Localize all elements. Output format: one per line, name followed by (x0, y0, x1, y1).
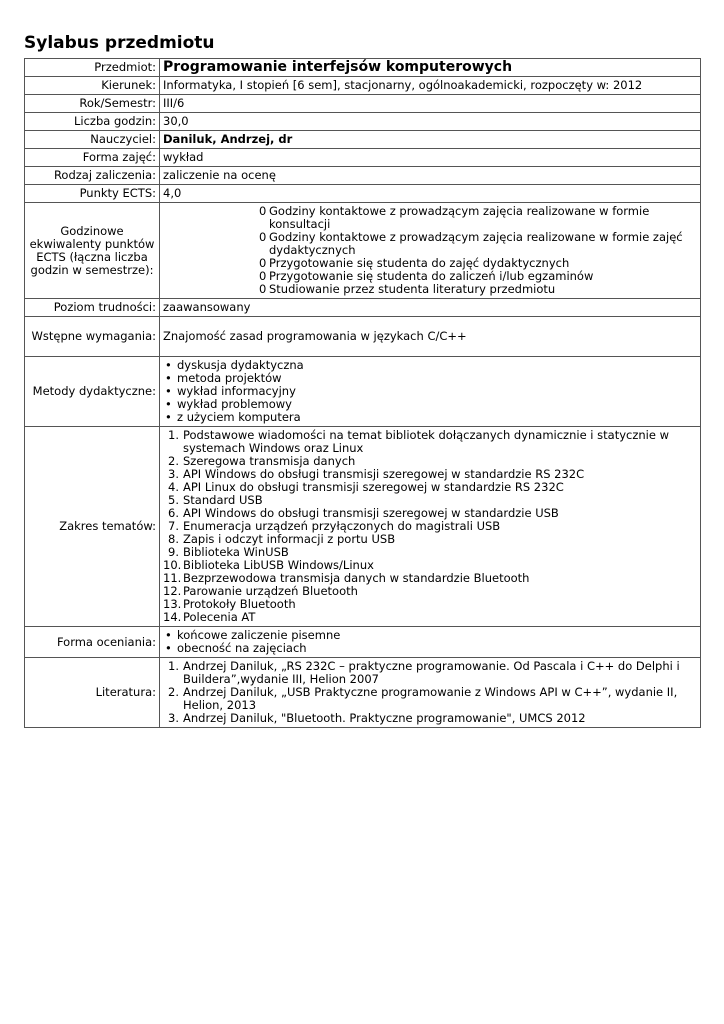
value-literature (160, 658, 701, 728)
value-ects: 4,0 (160, 185, 701, 203)
literature-item-number: 1. (168, 659, 179, 673)
ects-item-hours: 0 (259, 269, 267, 283)
value-form: wykład (160, 149, 701, 167)
subject-name: Programowanie interfejsów komputerowych (163, 59, 513, 75)
topic-item (163, 611, 697, 624)
ects-item-text: Studiowanie przez studenta literatury przedmiotu (269, 282, 556, 296)
topic-item-number: 10. (163, 558, 182, 572)
value-topics (160, 427, 701, 627)
ects-item (259, 231, 697, 257)
label-year: Rok/Semestr: (25, 95, 160, 113)
topic-item-number: 4. (168, 480, 179, 494)
literature-item-number: 3. (168, 711, 179, 725)
row-field (25, 77, 701, 95)
topic-item-text: Podstawowe wiadomości na temat bibliotek dołączanych dynamicznie i statycznie w systemach Windows oraz Linux (183, 428, 670, 455)
method-item: • dyskusja dydaktyczna (163, 359, 697, 372)
row-literature (25, 658, 701, 728)
ects-item-text: Przygotowanie się studenta do zajęć dydaktycznych (269, 256, 570, 270)
topic-item-number: 3. (168, 467, 179, 481)
value-year: III/6 (160, 95, 701, 113)
method-item: • z użyciem komputera (163, 411, 697, 424)
assessment-item: • końcowe zaliczenie pisemne (163, 629, 697, 642)
literature-item-text: Andrzej Daniluk, "Bluetooth. Praktyczne programowanie", UMCS 2012 (183, 711, 586, 725)
label-assessment: Forma oceniania: (25, 627, 160, 658)
label-form: Forma zajęć: (25, 149, 160, 167)
value-methods (160, 357, 701, 427)
row-methods (25, 357, 701, 427)
topic-item-text: API Windows do obsługi transmisji szeregowej w standardzie USB (183, 506, 559, 520)
topic-item-number: 11. (163, 571, 182, 585)
topic-item-number: 5. (168, 493, 179, 507)
value-ects-equivalents (160, 203, 701, 299)
topic-item-number: 13. (163, 597, 182, 611)
label-ects-equivalents: Godzinowe ekwiwalenty punktów ECTS (łączna liczba godzin w semestrze): (25, 203, 160, 299)
topic-item-number: 14. (163, 610, 182, 624)
value-hours: 30,0 (160, 113, 701, 131)
label-requirements: Wstępne wymagania: (25, 317, 160, 357)
label-credit: Rodzaj zaliczenia: (25, 167, 160, 185)
topic-item-text: Enumeracja urządzeń przyłączonych do magistrali USB (183, 519, 501, 533)
topic-item-number: 12. (163, 584, 182, 598)
row-ects-equivalents (25, 203, 701, 299)
assessment-item: • obecność na zajęciach (163, 642, 697, 655)
literature-item-text: Andrzej Daniluk, „RS 232C – praktyczne programowanie. Od Pascala i C++ do Delphi i Buildera”,wydanie III, Helion 2007 (183, 659, 680, 686)
literature-item-number: 2. (168, 685, 179, 699)
label-difficulty: Poziom trudności: (25, 299, 160, 317)
label-hours: Liczba godzin: (25, 113, 160, 131)
value-credit: zaliczenie na ocenę (160, 167, 701, 185)
ects-item-text: Przygotowanie się studenta do zaliczeń i/lub egzaminów (269, 269, 594, 283)
topic-item-text: Bezprzewodowa transmisja danych w standardzie Bluetooth (183, 571, 530, 585)
topic-item-number: 2. (168, 454, 179, 468)
topic-item-text: API Linux do obsługi transmisji szeregowej w standardzie RS 232C (183, 480, 564, 494)
ects-item-hours: 0 (259, 230, 267, 244)
ects-item-hours: 0 (259, 256, 267, 270)
label-literature: Literatura: (25, 658, 160, 728)
topic-item-number: 9. (168, 545, 179, 559)
literature-item (163, 712, 697, 725)
topic-item-number: 8. (168, 532, 179, 546)
ects-item-text: Godziny kontaktowe z prowadzącym zajęcia realizowane w formie zajęć dydaktycznych (269, 230, 683, 257)
topic-item-text: Protokoły Bluetooth (183, 597, 296, 611)
row-subject (25, 59, 701, 77)
row-teacher (25, 131, 701, 149)
ects-item-hours: 0 (259, 282, 267, 296)
literature-item (163, 686, 697, 712)
ects-item (259, 283, 697, 296)
label-subject: Przedmiot: (25, 59, 160, 77)
label-methods: Metody dydaktyczne: (25, 357, 160, 427)
literature-list (163, 660, 697, 725)
topic-item-text: Standard USB (183, 493, 263, 507)
row-assessment (25, 627, 701, 658)
ects-item-hours: 0 (259, 204, 267, 218)
assessment-list (163, 629, 697, 655)
row-requirements (25, 317, 701, 357)
ects-item (259, 205, 697, 231)
topics-list (163, 429, 697, 624)
ects-item-text: Godziny kontaktowe z prowadzącym zajęcia realizowane w formie konsultacji (269, 204, 650, 231)
value-assessment (160, 627, 701, 658)
topic-item-text: Biblioteka LibUSB Windows/Linux (183, 558, 374, 572)
row-form (25, 149, 701, 167)
page-title: Sylabus przedmiotu (24, 33, 215, 53)
teacher-name: Daniluk, Andrzej, dr (163, 132, 293, 146)
topic-item-number: 6. (168, 506, 179, 520)
row-hours (25, 113, 701, 131)
method-item: • wykład problemowy (163, 398, 697, 411)
topic-item-text: Polecenia AT (183, 610, 256, 624)
topic-item-number: 1. (168, 428, 179, 442)
method-item: • metoda projektów (163, 372, 697, 385)
topic-item-text: Szeregowa transmisja danych (183, 454, 356, 468)
label-teacher: Nauczyciel: (25, 131, 160, 149)
label-topics: Zakres tematów: (25, 427, 160, 627)
syllabus-table (24, 58, 701, 728)
ects-equivalents-list (163, 205, 697, 296)
row-year (25, 95, 701, 113)
value-difficulty: zaawansowany (160, 299, 701, 317)
topic-item-text: Zapis i odczyt informacji z portu USB (183, 532, 396, 546)
methods-list (163, 359, 697, 424)
topic-item (163, 429, 697, 455)
method-item: • wykład informacyjny (163, 385, 697, 398)
topic-item-text: API Windows do obsługi transmisji szeregowej w standardzie RS 232C (183, 467, 585, 481)
value-requirements: Znajomość zasad programowania w językach C/C++ (160, 317, 701, 357)
value-teacher (160, 131, 701, 149)
value-field: Informatyka, I stopień [6 sem], stacjonarny, ogólnoakademicki, rozpoczęty w: 2012 (160, 77, 701, 95)
value-subject (160, 59, 701, 77)
row-difficulty (25, 299, 701, 317)
topic-item-text: Parowanie urządzeń Bluetooth (183, 584, 358, 598)
topic-item-number: 7. (168, 519, 179, 533)
literature-item (163, 660, 697, 686)
row-topics (25, 427, 701, 627)
label-field: Kierunek: (25, 77, 160, 95)
topic-item-text: Biblioteka WinUSB (183, 545, 289, 559)
row-credit (25, 167, 701, 185)
literature-item-text: Andrzej Daniluk, „USB Praktyczne programowanie z Windows API w C++”, wydanie II, Helion, 2013 (183, 685, 678, 712)
label-ects: Punkty ECTS: (25, 185, 160, 203)
row-ects (25, 185, 701, 203)
